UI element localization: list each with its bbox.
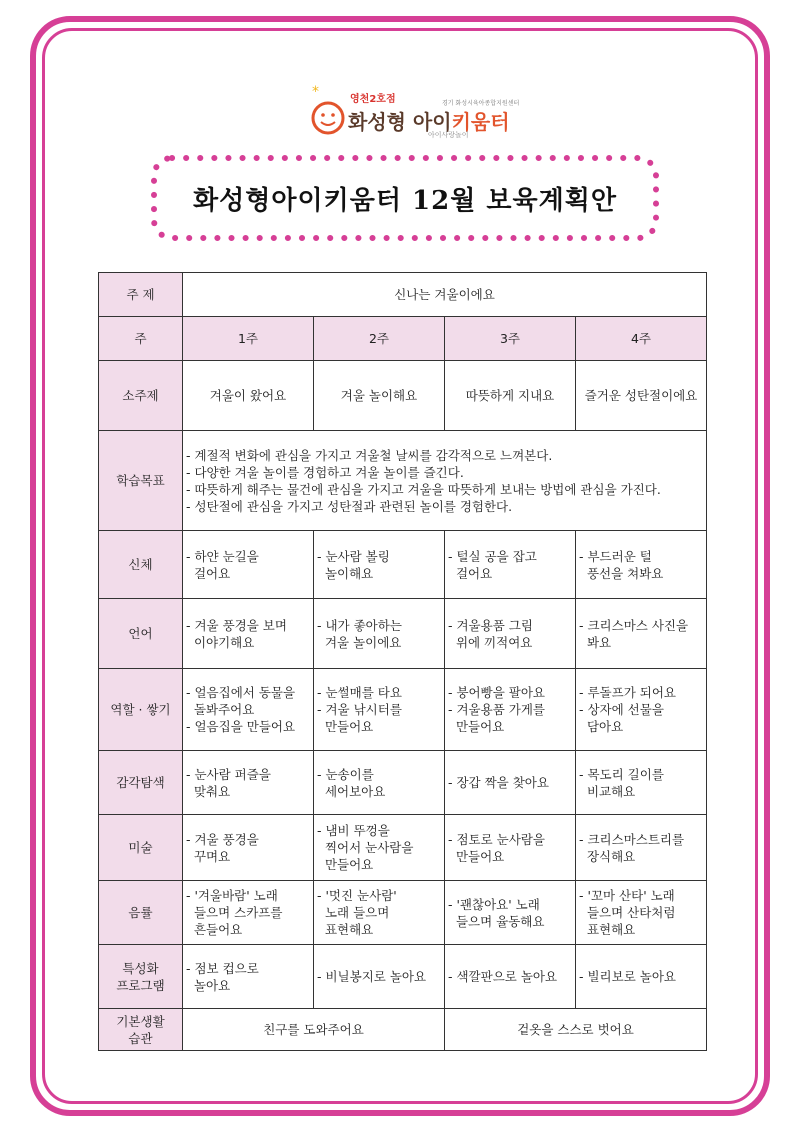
activity-line: - 목도리 길이를 — [579, 766, 664, 782]
activity-line: - 붕어빵을 팔아요 — [448, 685, 545, 700]
table-row — [99, 531, 707, 599]
logo-name-part1: 화성형 아이 — [348, 110, 452, 134]
activity-cell — [183, 669, 314, 751]
area-label — [99, 751, 183, 815]
habit-label-line: 습관 — [128, 1030, 153, 1046]
activity-line: - 눈사람 볼링 — [317, 548, 390, 564]
activity-cell — [183, 599, 314, 669]
activity-cell — [314, 815, 445, 881]
activity-line: 표현해요 — [579, 922, 636, 937]
activity-line: 들으며 율동해요 — [448, 913, 545, 929]
activity-line: - 색깔판으로 놀아요 — [448, 969, 558, 984]
activity-cell — [314, 669, 445, 751]
logo-name-part2: 키움터 — [451, 110, 510, 134]
goal-item: - 다양한 겨울 놀이를 경험하고 겨울 놀이를 즐긴다. — [186, 464, 464, 480]
activity-line: 겨울 놀이에요 — [317, 634, 402, 650]
activity-cell — [183, 815, 314, 881]
activity-line: - 빌리보로 놀아요 — [579, 969, 676, 984]
activity-line: 놀아요 — [186, 977, 231, 993]
goals-cell — [183, 431, 707, 531]
activity-cell — [576, 669, 707, 751]
table-row — [99, 669, 707, 751]
week-header: 2주 — [314, 317, 445, 361]
activity-cell — [445, 531, 576, 599]
area-label-line: 신체 — [128, 557, 153, 572]
habit-label-line: 기본생활 — [116, 1013, 165, 1029]
activity-line: - 얼음집에서 동물을 — [186, 685, 296, 700]
activity-line: 봐요 — [579, 634, 612, 650]
table-row — [99, 881, 707, 945]
week-header: 1주 — [183, 317, 314, 361]
activity-line: 비교해요 — [579, 783, 636, 799]
activity-line: - 장갑 짝을 찾아요 — [448, 775, 549, 790]
activity-line: - 냄비 뚜껑을 — [317, 823, 390, 838]
activity-line: 만들어요 — [317, 719, 374, 734]
area-label-line: 특성화 — [122, 960, 159, 976]
subtopic-cell: 겨울 놀이해요 — [314, 361, 445, 431]
activity-line: - '겨울바람' 노래 — [186, 888, 278, 903]
activity-line: 표현해요 — [317, 922, 374, 937]
plan-table — [98, 272, 707, 1051]
area-label-line: 미술 — [128, 840, 153, 855]
activity-line: 들으며 산타처럼 — [579, 905, 676, 920]
area-label — [99, 815, 183, 881]
table-row — [99, 1009, 707, 1051]
activity-cell — [183, 945, 314, 1009]
goal-item: - 성탄절에 관심을 가지고 성탄절과 관련된 놀이를 경험한다. — [186, 498, 513, 514]
activity-line: - 부드러운 털 — [579, 548, 652, 564]
area-label-line: 감각탐색 — [116, 775, 165, 790]
activity-cell — [445, 945, 576, 1009]
subtopic-cell: 따뜻하게 지내요 — [445, 361, 576, 431]
activity-cell — [314, 599, 445, 669]
activity-line: 흔들어요 — [186, 922, 243, 937]
goal-item: - 계절적 변화에 관심을 가지고 겨울철 날씨를 감각적으로 느껴본다. — [186, 447, 553, 463]
habit-label — [99, 1009, 183, 1051]
activity-line: 풍선을 쳐봐요 — [579, 565, 664, 581]
subtopic-cell: 겨울이 왔어요 — [183, 361, 314, 431]
activity-line: - 겨울 낚시터를 — [317, 702, 402, 717]
activity-cell — [183, 881, 314, 945]
area-label — [99, 599, 183, 669]
activity-line: - '괜찮아요' 노래 — [448, 896, 540, 912]
activity-cell — [576, 945, 707, 1009]
activity-line: - 얼음집을 만들어요 — [186, 719, 296, 734]
activity-line: - 점보 컵으로 — [186, 960, 259, 976]
activity-line: - 점토로 눈사람을 — [448, 831, 545, 847]
activity-cell — [183, 751, 314, 815]
area-label-line: 역할 · 쌓기 — [110, 702, 171, 717]
week-header: 4주 — [576, 317, 707, 361]
area-label-line: 언어 — [128, 626, 153, 641]
activity-line: - 눈사람 퍼즐을 — [186, 766, 271, 782]
week-header: 3주 — [445, 317, 576, 361]
activity-line: 걸어요 — [448, 565, 493, 581]
activity-line: - 눈송이를 — [317, 766, 374, 782]
activity-line: - 겨울 풍경을 — [186, 831, 259, 847]
logo-tag: 경기 화성시육아종합지원센터 — [442, 100, 520, 107]
activity-line: 맞춰요 — [186, 783, 231, 799]
activity-line: - 비닐봉지로 놀아요 — [317, 969, 427, 984]
area-label-line: 음률 — [128, 905, 153, 920]
activity-cell — [445, 669, 576, 751]
goal-item: - 따뜻하게 해주는 물건에 관심을 가지고 겨울을 따뜻하게 보내는 방법에 관심을 가진다. — [186, 481, 661, 497]
page-title: 화성형아이키움터 12월 보육계획안 — [193, 186, 617, 216]
activity-line: - 크리스마스 사진을 — [579, 617, 689, 633]
table-row — [99, 599, 707, 669]
activity-line: 놀이해요 — [317, 565, 374, 581]
activity-line: - '멋진 눈사람' — [317, 888, 397, 903]
activity-line: - 하얀 눈길을 — [186, 548, 259, 564]
logo-sun-icon — [310, 84, 350, 140]
activity-line: 담아요 — [579, 719, 624, 734]
area-label-line: 프로그램 — [116, 977, 165, 993]
logo — [310, 84, 520, 144]
area-label — [99, 945, 183, 1009]
svg-text:*: * — [312, 84, 319, 100]
logo-subtitle: 영천2호점 — [350, 94, 396, 105]
table-row — [99, 317, 707, 361]
activity-line: 노래 들으며 — [317, 905, 390, 920]
activity-line: - '꼬마 산타' 노래 — [579, 888, 675, 903]
subtopic-cell: 즐거운 성탄절이에요 — [576, 361, 707, 431]
activity-line: 꾸며요 — [186, 848, 231, 864]
activity-cell — [576, 531, 707, 599]
theme-label: 주 제 — [99, 273, 183, 317]
activity-cell — [445, 815, 576, 881]
table-row — [99, 815, 707, 881]
table-row — [99, 273, 707, 317]
activity-cell — [314, 945, 445, 1009]
activity-line: 돌봐주어요 — [186, 702, 255, 717]
activity-line: 장식해요 — [579, 848, 636, 864]
activity-line: 이야기해요 — [186, 634, 255, 650]
activity-line: - 털실 공을 잡고 — [448, 548, 537, 564]
activity-cell — [576, 751, 707, 815]
title-box — [150, 154, 660, 242]
activity-line: 만들어요 — [448, 848, 505, 864]
habit-cell: 친구를 도와주어요 — [183, 1009, 445, 1051]
activity-line: 위에 끼적여요 — [448, 634, 533, 650]
activity-line: - 겨울 풍경을 보며 — [186, 617, 287, 633]
week-label: 주 — [99, 317, 183, 361]
activity-line: 세어보아요 — [317, 783, 386, 799]
table-row — [99, 361, 707, 431]
activity-cell — [314, 881, 445, 945]
activity-line: - 눈썰매를 타요 — [317, 685, 402, 700]
area-label — [99, 881, 183, 945]
activity-cell — [576, 881, 707, 945]
activity-cell — [445, 599, 576, 669]
theme-value: 신나는 겨울이에요 — [183, 273, 707, 317]
activity-cell — [314, 531, 445, 599]
activity-cell — [445, 881, 576, 945]
area-label — [99, 531, 183, 599]
activity-cell — [445, 751, 576, 815]
activity-cell — [314, 751, 445, 815]
activity-line: - 크리스마스트리를 — [579, 831, 685, 847]
activity-line: - 상자에 선물을 — [579, 702, 664, 717]
activity-line: 만들어요 — [317, 857, 374, 872]
table-row — [99, 945, 707, 1009]
table-row — [99, 751, 707, 815]
activity-line: 걸어요 — [186, 565, 231, 581]
activity-line: 찍어서 눈사람을 — [317, 840, 414, 855]
activity-line: - 내가 좋아하는 — [317, 617, 402, 633]
activity-line: 들으며 스카프를 — [186, 905, 283, 920]
activity-line: - 겨울용품 가게를 — [448, 702, 545, 717]
logo-subtitle-bottom: 아이사랑놀이 — [428, 131, 469, 139]
subtopic-label: 소주제 — [99, 361, 183, 431]
goals-label: 학습목표 — [99, 431, 183, 531]
activity-line: 만들어요 — [448, 719, 505, 734]
activity-cell — [576, 599, 707, 669]
habit-cell: 겉옷을 스스로 벗어요 — [445, 1009, 707, 1051]
activity-line: - 겨울용품 그림 — [448, 617, 533, 633]
activity-cell — [183, 531, 314, 599]
table-row — [99, 431, 707, 531]
activity-cell — [576, 815, 707, 881]
activity-line: - 루돌프가 되어요 — [579, 685, 676, 700]
area-label — [99, 669, 183, 751]
